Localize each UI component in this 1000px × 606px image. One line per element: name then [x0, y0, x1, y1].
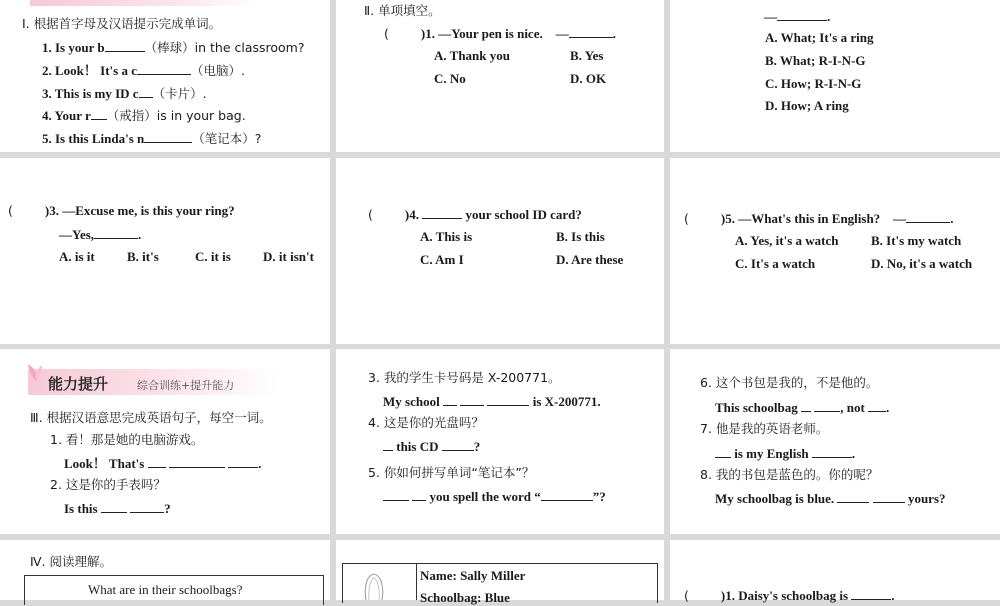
s3-7-cn: 7. 他是我的英语老师。	[700, 421, 829, 436]
q5-stem: ( )5. —What's this in English? — .	[684, 211, 954, 226]
q3-stem: ( )3. —Excuse me, is this your ring?	[8, 203, 235, 218]
panel-section2-q1	[336, 0, 664, 152]
reading-box-title: What are in their schoolbags?	[88, 582, 243, 597]
top-banner-decoration	[30, 0, 260, 6]
q2-option-a: A. What; It's a ring	[765, 30, 874, 45]
s3-4-en: this CD ?	[383, 438, 480, 455]
q2-option-d: D. How; A ring	[765, 98, 849, 113]
s3-2-cn: 2. 这是你的手表吗？	[50, 477, 166, 492]
s1-item-2: 2. Look！ It's a c （电脑）.	[42, 63, 245, 78]
q3-option-b: B. it's	[127, 249, 159, 264]
s3-8-cn: 8. 我的书包是蓝色的。你的呢？	[700, 467, 879, 482]
s3-3-en: My school is X-200771.	[383, 394, 601, 409]
s1-item-1: 1. Is your b （棒球）in the classroom?	[42, 40, 305, 55]
q3-line2: —Yes, .	[59, 227, 142, 242]
ribbon-icon	[24, 362, 46, 384]
q4-option-a: A. This is	[420, 229, 473, 244]
panel-q5	[670, 158, 1000, 344]
q4-stem: ( )4. your school ID card?	[368, 207, 582, 222]
q1-option-c: C. No	[434, 71, 466, 86]
q3-option-c: C. it is	[195, 249, 231, 264]
s3-5-cn: 5. 你如何拼写单词“笔记本”？	[368, 465, 535, 480]
banner-title: 能力提升	[48, 375, 109, 393]
q2-answer-line: — .	[764, 9, 831, 24]
q5-option-c: C. It's a watch	[735, 256, 816, 271]
s3-5-en: you spell the word “ ”?	[383, 488, 606, 505]
s3-1-en: Look！ That's .	[64, 456, 262, 471]
section2-heading: Ⅱ. 单项填空。	[364, 3, 441, 18]
profile-card-divider	[416, 563, 417, 600]
s3-6-en: This schoolbag , not .	[715, 400, 890, 415]
q4-option-d: D. Are these	[556, 252, 624, 267]
girl-portrait-icon	[356, 570, 392, 600]
s3-1-cn: 1. 看！那是她的电脑游戏。	[50, 432, 204, 447]
q2-option-c: C. How; R-I-N-G	[765, 76, 862, 91]
s3-3-cn: 3. 我的学生卡号码是 X-200771。	[368, 370, 561, 385]
s3-4-cn: 4. 这是你的光盘吗？	[368, 415, 484, 430]
s4-q1-stem: ( )1. Daisy's schoolbag is .	[684, 588, 895, 603]
q1-stem: ( )1. —Your pen is nice. — .	[384, 26, 616, 41]
s3-2-en: Is this ?	[64, 501, 171, 516]
card-name: Name: Sally Miller	[420, 568, 526, 583]
section4-heading: Ⅳ. 阅读理解。	[30, 554, 112, 569]
panel-q4	[336, 158, 664, 344]
s3-6-cn: 6. 这个书包是我的，不是他的。	[700, 375, 879, 390]
card-schoolbag: Schoolbag: Blue	[420, 590, 510, 605]
q1-option-b: B. Yes	[570, 48, 604, 63]
q3-option-a: A. is it	[59, 249, 95, 264]
s1-item-4: 4. Your r （戒指）is in your bag.	[42, 108, 246, 123]
s1-item-5: 5. Is this Linda's n （笔记本）?	[42, 131, 262, 146]
section3-heading: Ⅲ. 根据汉语意思完成英语句子，每空一词。	[30, 410, 272, 425]
q1-option-a: A. Thank you	[434, 48, 510, 63]
s1-item-3: 3. This is my ID c （卡片）.	[42, 86, 207, 101]
q5-option-d: D. No, it's a watch	[871, 256, 973, 271]
section1-heading: Ⅰ. 根据首字母及汉语提示完成单词。	[22, 16, 222, 31]
banner-subtitle: 综合训练+提升能力	[137, 379, 235, 392]
q1-option-d: D. OK	[570, 71, 607, 86]
q4-option-c: C. Am I	[420, 252, 464, 267]
q5-option-b: B. It's my watch	[871, 233, 962, 248]
q2-option-b: B. What; R-I-N-G	[765, 53, 866, 68]
s3-8-en: My schoolbag is blue. yours?	[715, 491, 946, 506]
s3-7-en: is my English .	[715, 445, 855, 462]
q3-option-d: D. it isn't	[263, 249, 314, 264]
q4-option-b: B. Is this	[556, 229, 605, 244]
q5-option-a: A. Yes, it's a watch	[735, 233, 839, 248]
